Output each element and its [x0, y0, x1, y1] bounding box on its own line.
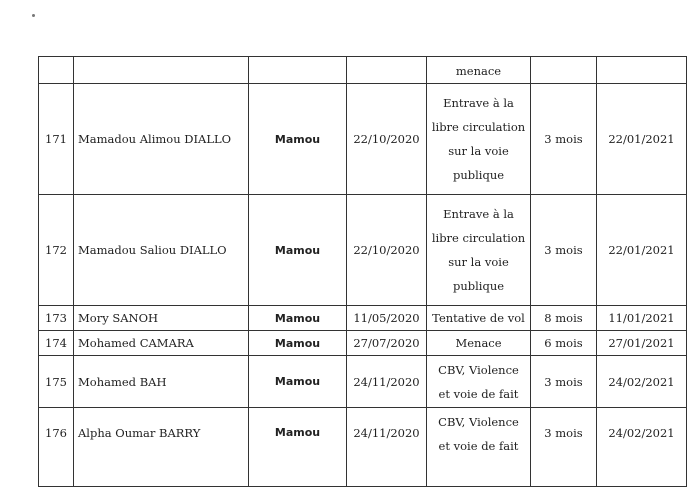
- cell-offense: [427, 306, 531, 331]
- cell-duration: 3 mois: [531, 356, 597, 408]
- cell-location: [249, 57, 347, 84]
- offense-line: libre circulation: [431, 120, 526, 134]
- offense-line: publique: [452, 168, 505, 182]
- table-row: [39, 306, 687, 331]
- cell-offense: [427, 408, 531, 487]
- cell-location: Mamou: [249, 408, 347, 487]
- offense-line: et voie de fait: [438, 386, 519, 401]
- cell-location: Mamou: [249, 331, 347, 356]
- cell-duration: 3 mois: [531, 408, 597, 487]
- cell-name: Mamadou Alimou DIALLO: [74, 84, 249, 195]
- cell-offense: [427, 356, 531, 408]
- cell-name: Alpha Oumar BARRY: [74, 408, 249, 487]
- cell-duration: [531, 57, 597, 84]
- cell-location: Mamou: [249, 195, 347, 306]
- cell-num: 171: [39, 84, 74, 195]
- cell-offense: [427, 57, 531, 84]
- table-row: [39, 195, 687, 306]
- cell-location: Mamou: [249, 84, 347, 195]
- offense-line: sur la voie: [448, 144, 509, 158]
- offense-text: menace: [455, 64, 502, 78]
- cell-duration: 3 mois: [531, 84, 597, 195]
- offense-line: et voie de fait: [438, 439, 519, 453]
- cell-end-date: 24/02/2021: [597, 408, 687, 487]
- offense-line: Tentative de vol: [432, 311, 525, 325]
- offense-line: libre circulation: [431, 231, 526, 245]
- cell-location: Mamou: [249, 356, 347, 408]
- cell-name: Mamadou Saliou DIALLO: [74, 195, 249, 306]
- table-row: [39, 408, 687, 487]
- cell-name: Mory SANOH: [74, 306, 249, 331]
- offense-line: Menace: [455, 336, 502, 350]
- table-row-continuation: [39, 57, 687, 84]
- offense-line: Entrave à la: [443, 96, 514, 110]
- table-row: [39, 356, 687, 408]
- offense-line: sur la voie: [448, 255, 509, 269]
- cell-date: 11/05/2020: [347, 306, 427, 331]
- cell-num: 173: [39, 306, 74, 331]
- detainee-table: [38, 56, 687, 487]
- cell-name: Mohamed CAMARA: [74, 331, 249, 356]
- cell-date: [347, 57, 427, 84]
- cell-num: 176: [39, 408, 74, 487]
- cell-name: Mohamed BAH: [74, 356, 249, 408]
- cell-date: 22/10/2020: [347, 84, 427, 195]
- cell-date: 24/11/2020: [347, 356, 427, 408]
- cell-end-date: [597, 57, 687, 84]
- offense-line: Entrave à la: [443, 207, 514, 221]
- cell-end-date: 24/02/2021: [597, 356, 687, 408]
- cell-end-date: 11/01/2021: [597, 306, 687, 331]
- cell-num: [39, 57, 74, 84]
- cell-date: 27/07/2020: [347, 331, 427, 356]
- cell-duration: 6 mois: [531, 331, 597, 356]
- cell-offense: [427, 84, 531, 195]
- scan-speck: [32, 14, 35, 17]
- cell-end-date: 27/01/2021: [597, 331, 687, 356]
- cell-duration: 3 mois: [531, 195, 597, 306]
- cell-num: 175: [39, 356, 74, 408]
- cell-date: 22/10/2020: [347, 195, 427, 306]
- cell-date: 24/11/2020: [347, 408, 427, 487]
- cell-num: 174: [39, 331, 74, 356]
- offense-line: CBV, Violence: [438, 362, 519, 377]
- cell-location: Mamou: [249, 306, 347, 331]
- cell-offense: [427, 195, 531, 306]
- cell-end-date: 22/01/2021: [597, 195, 687, 306]
- cell-num: 172: [39, 195, 74, 306]
- cell-end-date: 22/01/2021: [597, 84, 687, 195]
- cell-offense: [427, 331, 531, 356]
- table-row: [39, 84, 687, 195]
- offense-line: CBV, Violence: [438, 415, 519, 429]
- cell-duration: 8 mois: [531, 306, 597, 331]
- offense-line: publique: [452, 279, 505, 293]
- cell-name: [74, 57, 249, 84]
- table-row: [39, 331, 687, 356]
